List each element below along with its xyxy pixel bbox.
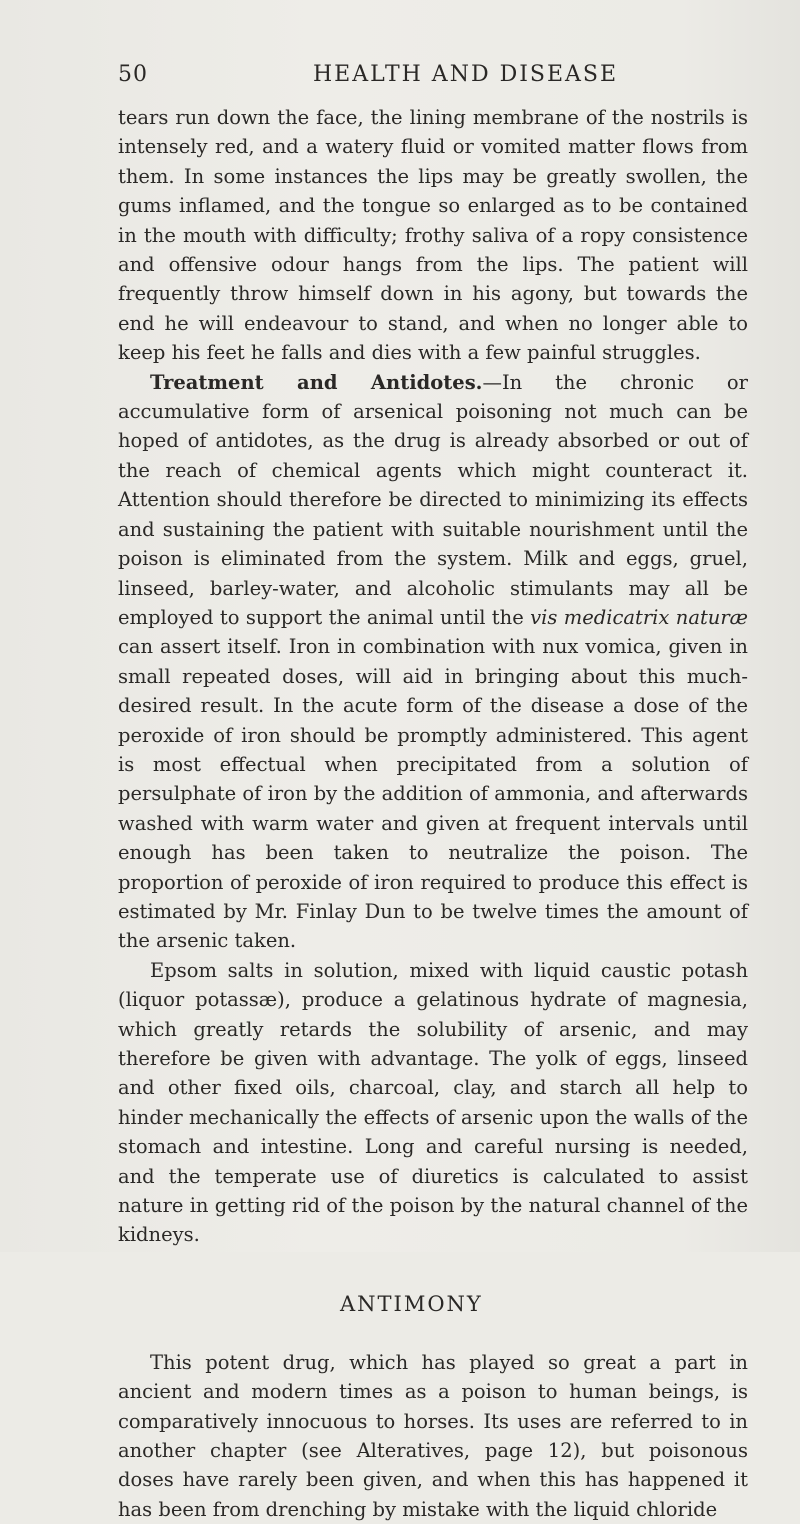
running-head [118,62,738,92]
treatment-text-part2: can assert itself. Iron in combination with nux vomica, given in small repeated doses, will aid in bringing about this much-desired result. In the acute form of the disease a dose of the peroxide of iron should be promptly administered. This agent is most effectual when precipitated from a solution of persulphate of iron by the addition of ammonia, and afterwards washed with warm water and given at frequent intervals until enough has been taken to neutralize the poison. The proportion of peroxide of iron required to produce this effect is estimated by Mr. Finlay Dun to be twelve times the amount of the arsenic taken. [118,635,748,953]
section-heading-antimony: ANTIMONY [340,1291,483,1316]
paragraph-antimony: This potent drug, which has played so great a part in ancient and modern times as a poison to human beings, is comparatively innocuous to horses. Its uses are referred to in another chapter (see Alteratives, page 12), but poisonous doses have rarely been given, and when this has happened it has been from drenching by mistake with the liquid chloride [118,1350,748,1521]
page-body [118,103,748,1524]
page-number: 50 [118,62,148,87]
treatment-latin-phrase: vis medicatrix naturæ [530,605,749,629]
paragraph-epsom-salts: Epsom salts in solution, mixed with liquid caustic potash (liquor potassæ), produce a gelatinous hydrate of magnesia, which greatly retards the solubility of arsenic, and may therefore be given with advantage. The yolk of eggs, linseed and other fixed oils, charcoal, clay, and starch all help to hinder mechanically the effects of arsenic upon the walls of the stomach and intestine. Long and careful nursing is needed, and the temperate use of diuretics is calculated to assist nature in getting rid of the poison by the natural channel of the kidneys. [118,958,748,1247]
paragraph-treatment [118,368,748,956]
treatment-text-part1: —In the chronic or accumulative form of arsenical poisoning not much can be hoped of antidotes, as the drug is already absorbed or out of the reach of chemical agents which might counteract it. Attention should therefore be directed to minimizing its effects and sustaining the patient with suitable nourishment until the poison is eliminated from the system. Milk and eggs, gruel, linseed, barley-water, and alcoholic stimulants may all be employed to support the animal until the [118,370,748,629]
running-title: HEALTH AND DISEASE [313,62,619,87]
paragraph-symptoms: tears run down the face, the lining membrane of the nostrils is intensely red, and a watery fluid or vomited matter flows from them. In some instances the lips may be greatly swollen, the gums inflamed, and the tongue so enlarged as to be contained in the mouth with difficulty; frothy saliva of a ropy consistence and offensive odour hangs from the lips. The patient will frequently throw himself down in his agony, but towards the end he will endeavour to stand, and when no longer able to keep his feet he falls and dies with a few painful struggles. [118,106,748,365]
treatment-run-in-heading: Treatment and Antidotes. [150,370,483,394]
